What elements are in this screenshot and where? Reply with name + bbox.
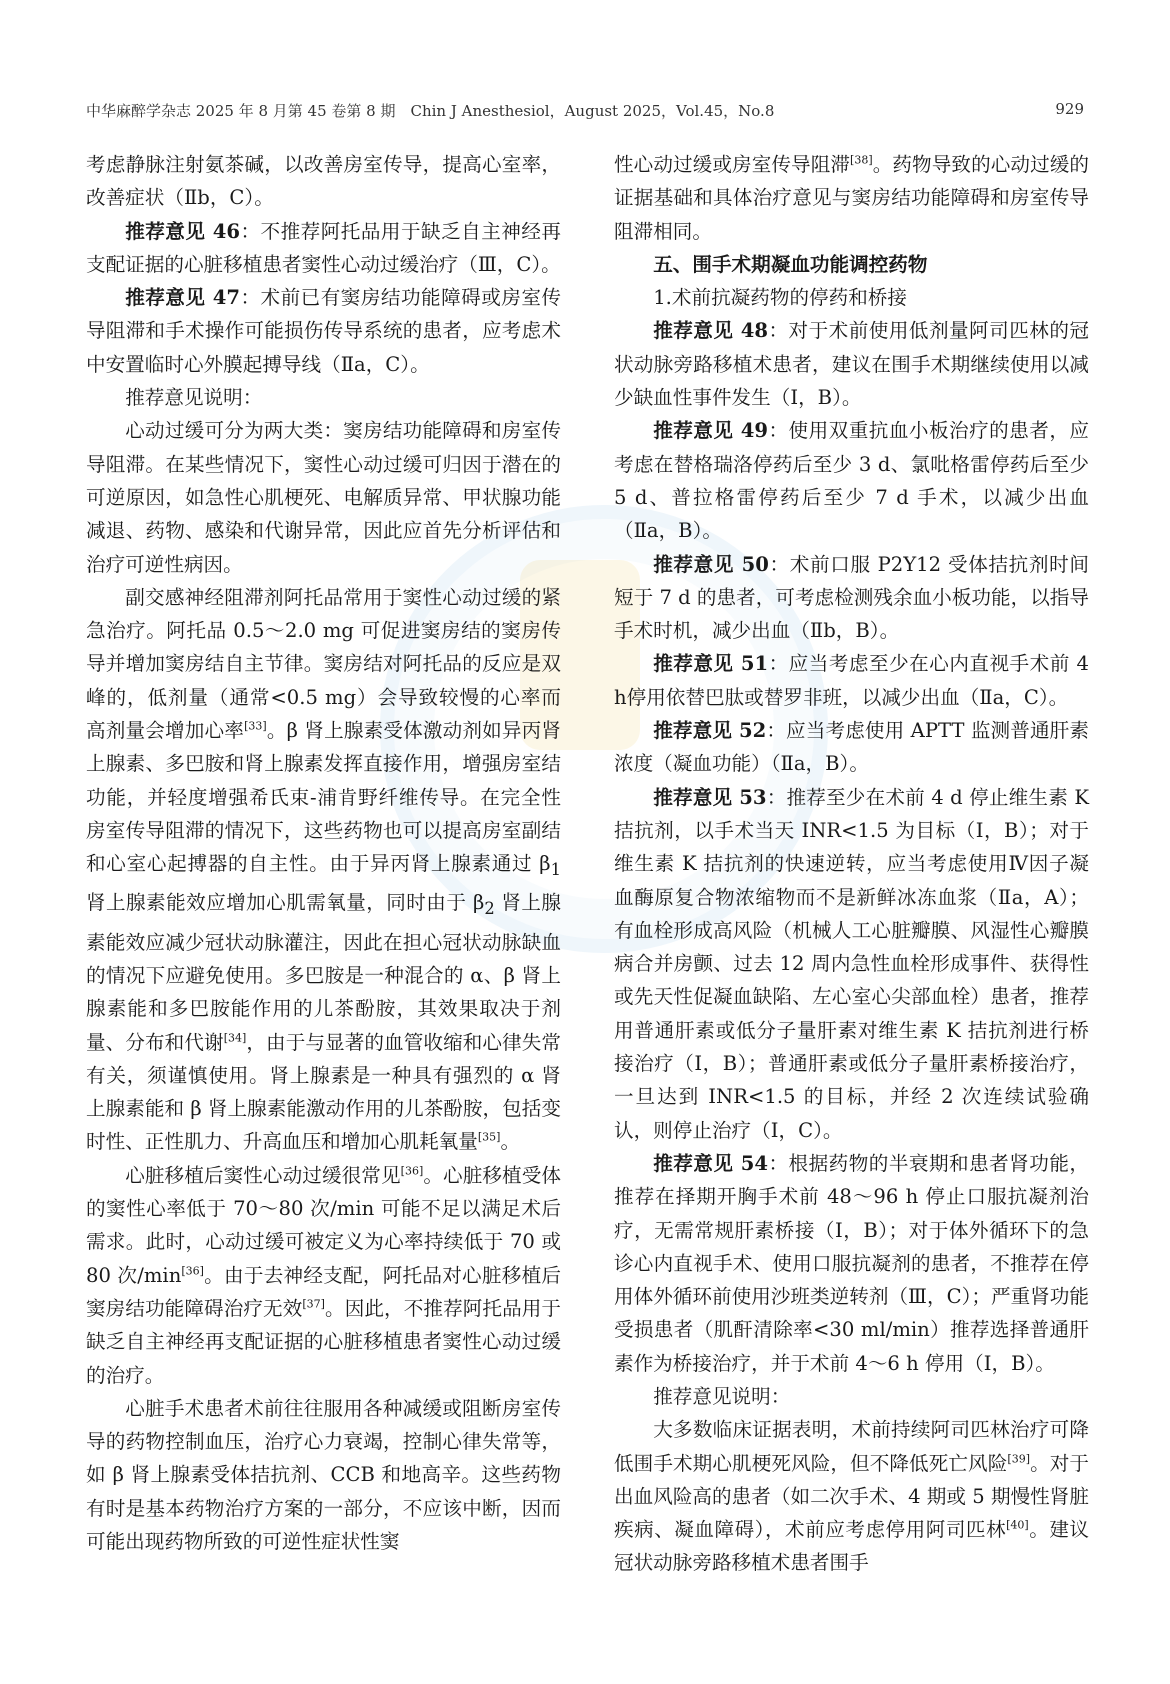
rec-label: 推荐意见 53 [653, 785, 767, 809]
rec-text: ：使用双重抗血小板治疗的患者，应考虑在替格瑞洛停药后至少 3 d、氯吡格雷停药后至少 5 d、普拉格雷停药后至少 7 d 手术，以减少出血（Ⅱa，B）。 [614, 419, 1089, 543]
text-run: 心脏移植后窦性心动过缓很常见 [125, 1163, 401, 1187]
recommendation-52 [614, 714, 1089, 781]
left-column [86, 148, 561, 1558]
citation[interactable]: [38] [850, 153, 873, 167]
rec-text: ：不推荐阿托品用于缺乏自主神经再支配证据的心脏移植患者窦性心动过缓治疗（Ⅲ，C）。 [86, 219, 561, 276]
citation[interactable]: [34] [223, 1031, 247, 1044]
recommendation-49 [614, 414, 1089, 547]
recommendation-48 [614, 314, 1089, 414]
citation[interactable]: [40] [1006, 1518, 1029, 1532]
citation[interactable]: [39] [1007, 1452, 1030, 1466]
paragraph [86, 581, 561, 1159]
citation[interactable]: [33] [244, 719, 267, 733]
subscript: 2 [484, 899, 495, 919]
explanation-title: 推荐意见说明： [125, 386, 263, 410]
citation[interactable]: [37] [302, 1297, 325, 1311]
rec-text: ：推荐至少在术前 4 d 停止维生素 K 拮抗剂，以手术当天 INR<1.5 为目标（Ⅰ，B）；对于维生素 K 拮抗剂的快速逆转，应当考虑使用Ⅳ因子凝血酶原复合物浓缩物而不是新鲜冰冻血浆（Ⅱa，A）；有血栓形成高风险（机械人工心脏瓣膜、风湿性心瓣膜病合并房颤、过去 12 周内急性血栓形成事件、获得性或先天性促凝血缺陷、左心室心尖部血栓）患者，推荐用普通肝素或低分子量肝素对维生素 K 拮抗剂进行桥接治疗（Ⅰ，B）；普通肝素或低分子量肝素桥接治疗，一旦达到 INR<1.5 的目标，并经 2 次连续试验确认，则停止治疗（Ⅰ，C）。 [614, 785, 1090, 1142]
text-run: 性心动过缓或房室传导阻滞 [614, 153, 851, 176]
paragraph [86, 1159, 561, 1392]
rec-text: ：应当考虑至少在心内直视手术前 4 h停用依替巴肽或替罗非班，以减少出血（Ⅱa，C）。 [614, 652, 1089, 709]
explanation-title: 推荐意见说明： [653, 1384, 791, 1408]
text-run: 。建议冠状动脉旁路移植术患者围手 [614, 1518, 1090, 1575]
recommendation-53 [614, 781, 1089, 1147]
rec-label: 推荐意见 47 [125, 286, 240, 310]
paragraph [614, 1413, 1089, 1579]
rec-label: 推荐意见 50 [653, 552, 769, 576]
citation[interactable]: [36] [400, 1164, 424, 1178]
rec-label: 推荐意见 46 [125, 219, 240, 243]
rec-label: 推荐意见 52 [653, 719, 767, 743]
recommendation-47 [86, 281, 561, 381]
recommendation-46 [86, 215, 561, 282]
text-run: 副交感神经阻滞剂阿托品常用于窦性心动过缓的紧急治疗。阿托品 0.5～2.0 mg 可促进窦房结的窦房传导并增加窦房结自主节律。窦房结对阿托品的反应是双峰的，低剂量（通常<0.5 mg）会导致较慢的心率而高剂量会增加心率 [86, 585, 561, 743]
paragraph: 考虑静脉注射氨茶碱，以改善房室传导，提高心室率，改善症状（Ⅱb，C）。 [86, 153, 561, 210]
citation[interactable]: [36] [181, 1264, 204, 1278]
subsection-heading: 1.术前抗凝药物的停药和桥接 [653, 286, 908, 310]
rec-label: 推荐意见 54 [653, 1151, 768, 1175]
paragraph: 心脏手术患者术前往往服用各种减缓或阻断房室传导的药物控制血压，治疗心力衰竭，控制心律失常等，如 β 肾上腺素受体拮抗剂、CCB 和地高辛。这些药物有时是基本药物治疗方案的一部分，不应该中断，因而可能出现药物所致的可逆性症状性窦 [86, 1396, 561, 1553]
text-run: 。 [500, 1130, 521, 1154]
recommendation-54 [614, 1147, 1089, 1380]
paragraph [614, 148, 1089, 248]
rec-text: ：根据药物的半衰期和患者肾功能，推荐在择期开胸手术前 48～96 h 停止口服抗凝剂治疗，无需常规肝素桥接（Ⅰ，B）；对于体外循环下的急诊心内直视手术、使用口服抗凝剂的患者，不推荐在停用体外循环前使用沙班类逆转剂（Ⅲ，C）；严重肾功能受损患者（肌酐清除率<30 ml/min）推荐选择普通肝素作为桥接治疗，并于术前 4～6 h 停用（Ⅰ，B）。 [614, 1151, 1089, 1375]
recommendation-50 [614, 548, 1089, 648]
citation[interactable]: [35] [477, 1130, 501, 1144]
subscript: 1 [550, 860, 561, 880]
text-run: 肾上腺素能效应减少冠状动脉灌注，因此在担心冠状动脉缺血的情况下应避免使用。多巴胺是一种混合的 α、β 肾上腺素能和多巴胺能作用的儿茶酚胺，其效果取决于剂量、分布和代谢 [86, 891, 562, 1054]
rec-text: ：应当考虑使用 APTT 监测普通肝素浓度（凝血功能）（Ⅱa，B）。 [614, 719, 1089, 776]
text-run: 大多数临床证据表明，术前持续阿司匹林治疗可降低围手术期心肌梗死风险，但不降低死亡风险 [614, 1418, 1089, 1475]
recommendation-51 [614, 647, 1089, 714]
rec-text: ：对于术前使用低剂量阿司匹林的冠状动脉旁路移植术患者，建议在围手术期继续使用以减少缺血性事件发生（Ⅰ，B）。 [614, 319, 1089, 410]
paragraph: 心动过缓可分为两大类：窦房结功能障碍和房室传导阻滞。在某些情况下，窦性心动过缓可归因于潜在的可逆原因，如急性心肌梗死、电解质异常、甲状腺功能减退、药物、感染和代谢异常，因此应首先分析评估和治疗可逆性病因。 [86, 419, 561, 576]
text-run: 。因此，不推荐阿托品用于缺乏自主神经再支配证据的心脏移植患者窦性心动过缓的治疗。 [86, 1296, 562, 1387]
text-run: 。药物导致的心动过缓的证据基础和具体治疗意见与窦房结功能障碍和房室传导阻滞相同。 [614, 153, 1090, 243]
text-run: 。对于出血风险高的患者（如二次手术、4 期或 5 期慢性肾脏疾病、凝血障碍），术前应考虑停用阿司匹林 [614, 1451, 1090, 1542]
running-header [86, 100, 1084, 128]
rec-label: 推荐意见 49 [653, 419, 768, 443]
text-run: ，由于与显著的血管收缩和心律失常有关，须谨慎使用。肾上腺素是一种具有强烈的 α 肾上腺素能和 β 肾上腺素能激动作用的儿茶酚胺，包括变时性、正性肌力、升高血压和增加心肌耗氧量 [86, 1030, 562, 1154]
rec-label: 推荐意见 48 [653, 319, 768, 343]
rec-text: ：术前已有窦房结功能障碍或房室传导阻滞和手术操作可能损伤传导系统的患者，应考虑术中安置临时心外膜起搏导线（Ⅱa，C）。 [86, 286, 561, 376]
text-run: 。心脏移植受体的窦性心率低于 70～80 次/min 可能不足以满足术后需求。此时，心动过缓可被定义为心率持续低于 70 或 80 次/min [86, 1163, 562, 1287]
page-number: 929 [1055, 100, 1084, 118]
rec-text: ：术前口服 P2Y12 受体拮抗剂时间短于 7 d 的患者，可考虑检测残余血小板功能，以指导手术时机，减少出血（Ⅱb，B）。 [614, 552, 1089, 643]
text-run: 肾上腺素能效应增加心肌需氧量，同时由于 β [86, 891, 485, 915]
section-heading: 五、围手术期凝血功能调控药物 [653, 252, 928, 276]
right-column [614, 148, 1089, 1580]
journal-citation: 中华麻醉学杂志 2025 年 8 月第 45 卷第 8 期 Chin J Anesthesiol，August 2025，Vol.45，No.8 [86, 102, 775, 120]
rec-label: 推荐意见 51 [653, 652, 769, 676]
text-run: 。β 肾上腺素受体激动剂如异丙肾上腺素、多巴胺和肾上腺素发挥直接作用，增强房室结功能，并轻度增强希氏束-浦肯野纤维传导。在完全性房室传导阻滞的情况下，这些药物也可以提高房室副结和心室心起搏器的自主性。由于异丙肾上腺素通过 β [86, 719, 562, 876]
text-run: 。由于去神经支配，阿托品对心脏移植后窦房结功能障碍治疗无效 [86, 1263, 561, 1320]
